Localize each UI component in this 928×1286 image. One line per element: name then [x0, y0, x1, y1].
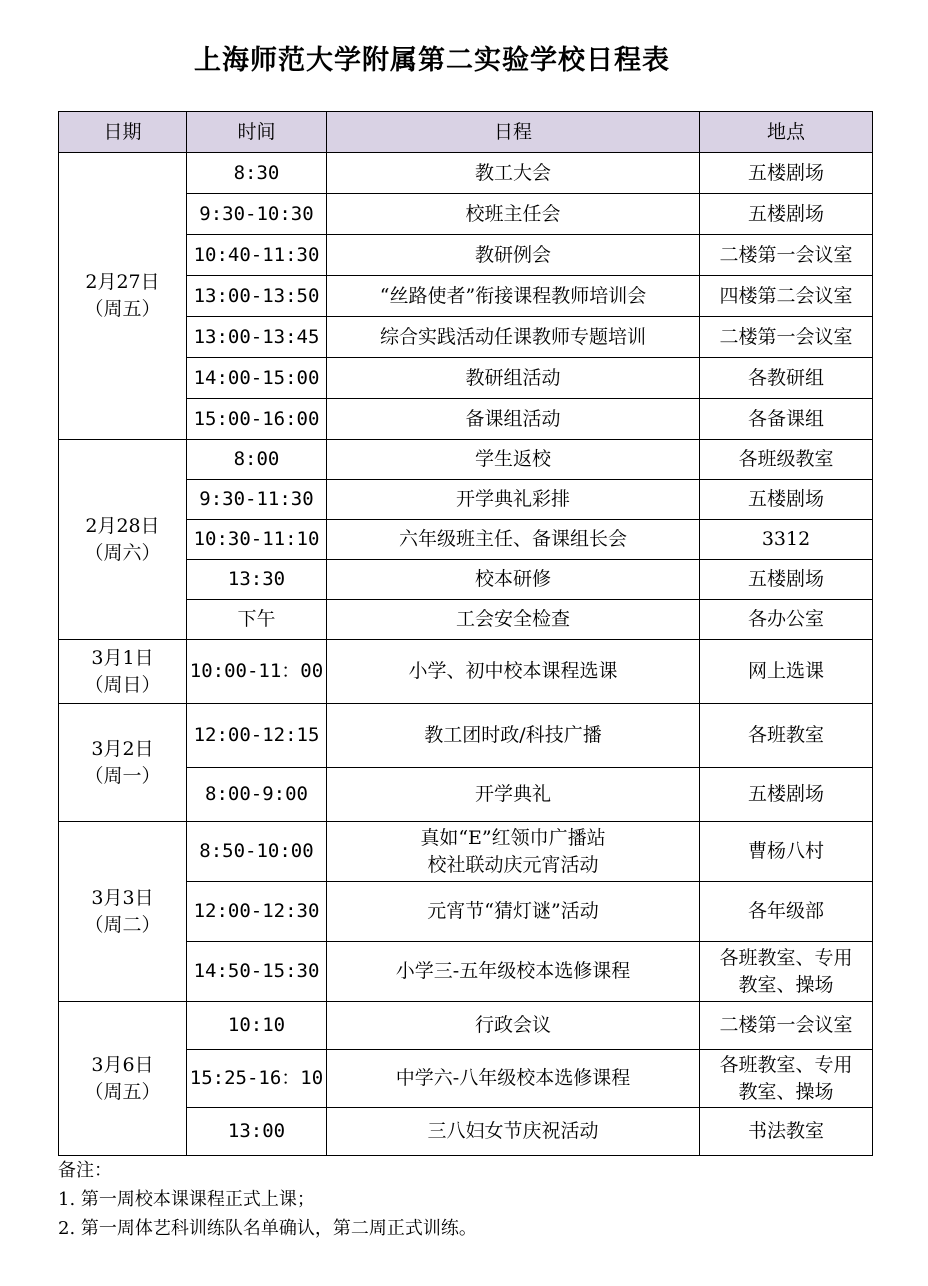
- place-line: 各办公室: [747, 608, 824, 630]
- time-cell: 15:00-16:00: [187, 399, 327, 440]
- place-cell: [700, 704, 873, 768]
- place-line: 五楼剧场: [747, 488, 824, 510]
- event-line: 小学、初中校本课程选课: [408, 660, 618, 682]
- place-line: 二楼第一会议室: [719, 325, 853, 348]
- event-cell: [327, 194, 700, 235]
- event-cell: [327, 600, 700, 640]
- event-cell: [327, 1002, 700, 1050]
- event-line: 小学三-五年级校本选修课程: [395, 960, 631, 982]
- place-line: 书法教室: [747, 1120, 824, 1142]
- place-cell: [700, 600, 873, 640]
- event-line: 校本研修: [474, 568, 551, 590]
- date-line: 3月6日: [91, 1053, 154, 1076]
- event-cell: [327, 153, 700, 194]
- time-cell: 13:30: [187, 560, 327, 600]
- time-cell: 下午: [187, 600, 327, 640]
- place-cell: [700, 1108, 873, 1156]
- date-line: （周五）: [84, 298, 161, 320]
- place-line: 各教研组: [747, 366, 824, 389]
- header-event: 日程: [327, 112, 700, 153]
- event-cell: [327, 1108, 700, 1156]
- place-line: 二楼第一会议室: [719, 243, 853, 266]
- time-cell: 9:30-10:30: [187, 194, 327, 235]
- place-cell: [700, 480, 873, 520]
- place-line: 四楼第二会议室: [719, 284, 853, 307]
- date-line: （周二）: [84, 913, 161, 936]
- notes-heading: 备注：: [58, 1160, 112, 1181]
- header-time: 时间: [187, 112, 327, 153]
- event-line: 教研例会: [474, 243, 551, 266]
- event-line: 教研组活动: [465, 366, 561, 389]
- event-cell: [327, 520, 700, 560]
- date-cell: [59, 153, 187, 440]
- event-cell: [327, 942, 700, 1002]
- note-item: 1. 第一周校本课课程正式上课；: [58, 1189, 315, 1210]
- table-row: [59, 704, 873, 768]
- event-cell: [327, 480, 700, 520]
- event-line: 三八妇女节庆祝活动: [427, 1120, 599, 1142]
- time-cell: 12:00-12:15: [187, 704, 327, 768]
- table-row: [59, 822, 873, 882]
- date-line: （周日）: [84, 673, 161, 696]
- event-line: 备课组活动: [465, 407, 561, 430]
- place-cell: [700, 942, 873, 1002]
- time-cell: 9:30-11:30: [187, 480, 327, 520]
- time-cell: 10:10: [187, 1002, 327, 1050]
- place-line: 五楼剧场: [747, 161, 824, 184]
- time-cell: 10:40-11:30: [187, 235, 327, 276]
- event-cell: [327, 822, 700, 882]
- place-line: 曹杨八村: [747, 840, 824, 862]
- event-line: 综合实践活动任课教师专题培训: [379, 325, 646, 348]
- event-line: 校社联动庆元宵活动: [427, 853, 599, 876]
- place-line: 各班级教室: [738, 448, 834, 470]
- date-line: 3月1日: [91, 646, 154, 669]
- place-cell: [700, 399, 873, 440]
- event-cell: [327, 560, 700, 600]
- event-line: 元宵节“猜灯谜”活动: [427, 900, 599, 922]
- table-row: [59, 640, 873, 704]
- header-date: 日期: [59, 112, 187, 153]
- event-line: 开学典礼: [474, 783, 551, 805]
- table-row: [59, 1002, 873, 1050]
- header-place: 地点: [700, 112, 873, 153]
- time-cell: 10:30-11:10: [187, 520, 327, 560]
- place-cell: [700, 194, 873, 235]
- place-line: 各年级部: [747, 900, 824, 922]
- place-line: 五楼剧场: [747, 568, 824, 590]
- place-line: 各班教室: [747, 724, 824, 746]
- date-line: （周一）: [84, 764, 161, 787]
- place-line: 3312: [761, 528, 811, 550]
- event-line: 真如“E”红领巾广播站: [420, 826, 606, 849]
- time-cell: 8:00-9:00: [187, 768, 327, 822]
- time-cell: 13:00: [187, 1108, 327, 1156]
- place-cell: [700, 640, 873, 704]
- event-line: 教工团时政/科技广播: [424, 724, 602, 746]
- place-cell: [700, 358, 873, 399]
- event-line: 六年级班主任、备课组长会: [398, 528, 627, 550]
- time-cell: 12:00-12:30: [187, 882, 327, 942]
- event-line: 校班主任会: [465, 202, 561, 225]
- date-line: 2月27日: [85, 271, 160, 293]
- table-row: [59, 153, 873, 194]
- place-cell: [700, 822, 873, 882]
- place-line: 各备课组: [747, 407, 824, 430]
- time-cell: 8:00: [187, 440, 327, 480]
- place-line: 教室、操场: [738, 1080, 834, 1103]
- event-line: “丝路使者”衔接课程教师培训会: [379, 284, 647, 307]
- table-header-row: [59, 112, 873, 153]
- event-line: 工会安全检查: [455, 608, 570, 630]
- place-cell: [700, 235, 873, 276]
- place-line: 五楼剧场: [747, 783, 824, 805]
- date-cell: [59, 440, 187, 640]
- event-line: 行政会议: [474, 1014, 551, 1036]
- date-line: 3月3日: [91, 886, 154, 909]
- event-cell: [327, 317, 700, 358]
- note-item: 2. 第一周体艺科训练队名单确认，第二周正式训练。: [58, 1218, 477, 1239]
- page-title: 上海师范大学附属第二实验学校日程表: [194, 45, 670, 76]
- time-cell: 13:00-13:45: [187, 317, 327, 358]
- place-cell: [700, 882, 873, 942]
- event-cell: [327, 1050, 700, 1108]
- date-line: 3月2日: [91, 737, 154, 760]
- event-cell: [327, 704, 700, 768]
- event-cell: [327, 882, 700, 942]
- event-cell: [327, 235, 700, 276]
- event-cell: [327, 640, 700, 704]
- notes: [58, 1156, 477, 1243]
- place-cell: [700, 520, 873, 560]
- place-cell: [700, 153, 873, 194]
- date-cell: [59, 704, 187, 822]
- time-cell: 13:00-13:50: [187, 276, 327, 317]
- place-cell: [700, 1002, 873, 1050]
- place-line: 各班教室、专用: [719, 1053, 853, 1076]
- date-cell: [59, 640, 187, 704]
- time-cell: 15:25-16：10: [187, 1050, 327, 1108]
- place-cell: [700, 317, 873, 358]
- event-line: 开学典礼彩排: [455, 488, 570, 510]
- place-line: 二楼第一会议室: [719, 1014, 853, 1036]
- place-cell: [700, 1050, 873, 1108]
- date-cell: [59, 822, 187, 1002]
- event-cell: [327, 358, 700, 399]
- schedule-table: [58, 111, 873, 1156]
- date-line: 2月28日: [85, 514, 160, 537]
- event-cell: [327, 276, 700, 317]
- event-cell: [327, 768, 700, 822]
- place-line: 网上选课: [747, 660, 824, 682]
- schedule-body: [59, 153, 873, 1156]
- time-cell: 14:00-15:00: [187, 358, 327, 399]
- event-cell: [327, 440, 700, 480]
- time-cell: 14:50-15:30: [187, 942, 327, 1002]
- time-cell: 8:30: [187, 153, 327, 194]
- place-cell: [700, 560, 873, 600]
- event-line: 教工大会: [474, 161, 551, 184]
- place-line: 五楼剧场: [747, 202, 824, 225]
- place-line: 教室、操场: [738, 973, 834, 996]
- place-line: 各班教室、专用: [719, 946, 853, 969]
- time-cell: 8:50-10:00: [187, 822, 327, 882]
- place-cell: [700, 768, 873, 822]
- event-cell: [327, 399, 700, 440]
- place-cell: [700, 276, 873, 317]
- date-line: （周六）: [84, 541, 161, 564]
- date-cell: [59, 1002, 187, 1156]
- date-line: （周五）: [84, 1080, 161, 1103]
- event-line: 中学六-八年级校本选修课程: [395, 1067, 631, 1089]
- event-line: 学生返校: [474, 448, 551, 470]
- place-cell: [700, 440, 873, 480]
- table-row: [59, 440, 873, 480]
- time-cell: 10:00-11：00: [187, 640, 327, 704]
